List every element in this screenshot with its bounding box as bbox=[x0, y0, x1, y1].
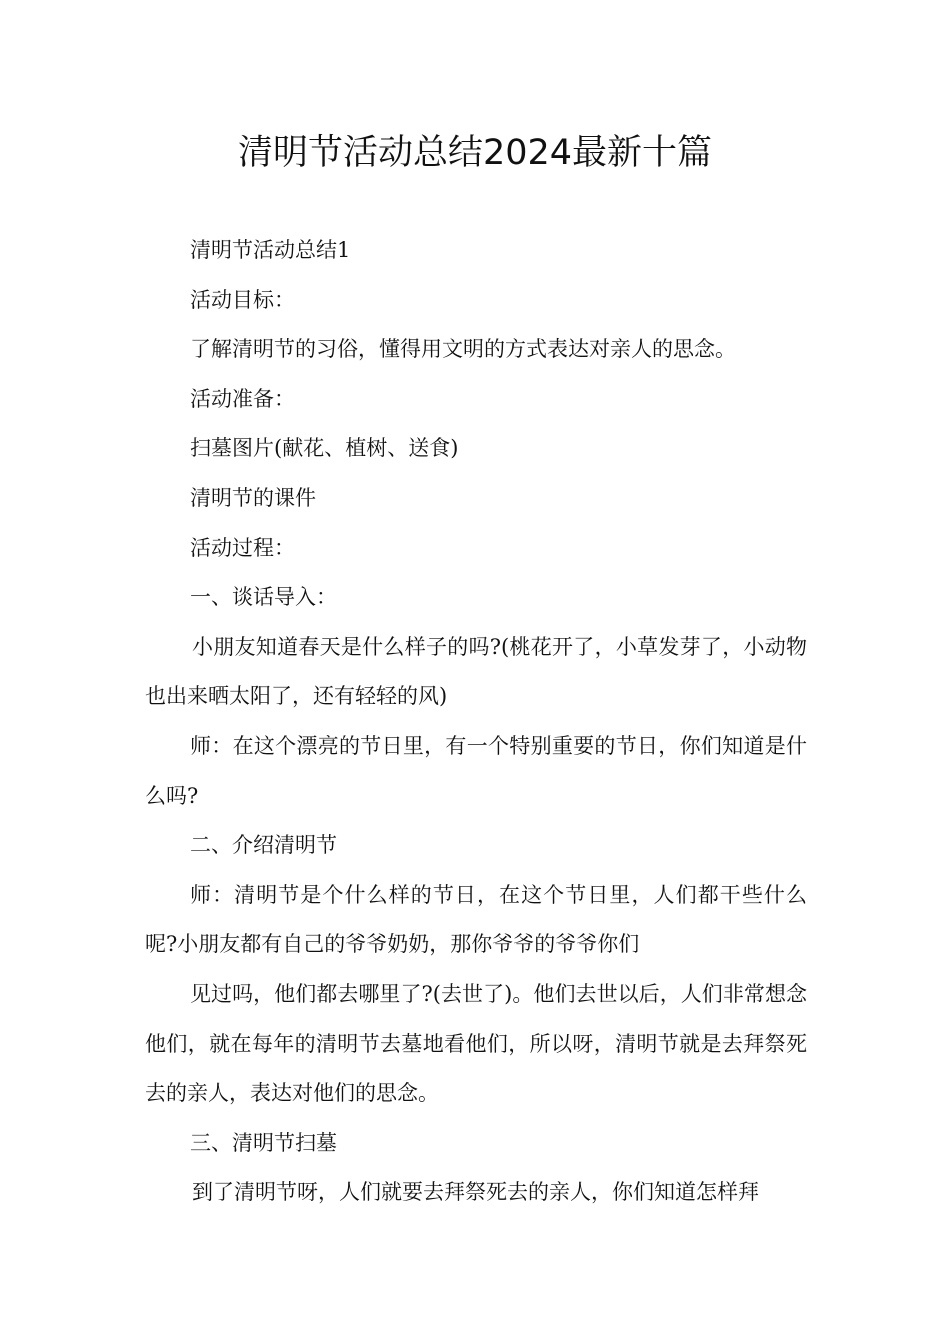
section-heading: 清明节活动总结1 bbox=[190, 238, 351, 262]
paragraph: 二、介绍清明节 bbox=[190, 833, 337, 858]
paragraph: 三、清明节扫墓 bbox=[190, 1130, 337, 1155]
document-title: 清明节活动总结2024最新十篇 bbox=[237, 133, 713, 173]
paragraph: 活动目标： bbox=[190, 287, 295, 312]
document-body bbox=[145, 226, 807, 1218]
paragraph: 师：清明节是个什么样的节日，在这个节日里，人们都干些什么呢?小朋友都有自己的爷爷奶奶，那你爷爷的爷爷你们 bbox=[145, 882, 807, 957]
paragraph: 到了清明节呀，人们就要去拜祭死去的亲人，你们知道怎样拜 bbox=[192, 1180, 759, 1205]
paragraph: 活动准备： bbox=[190, 386, 295, 411]
paragraph: 师：在这个漂亮的节日里，有一个特别重要的节日，你们知道是什么吗? bbox=[145, 733, 807, 808]
paragraph: 清明节的课件 bbox=[190, 485, 316, 510]
paragraph: 小朋友知道春天是什么样子的吗?(桃花开了，小草发芽了，小动物也出来晒太阳了，还有轻轻的风) bbox=[145, 634, 807, 709]
paragraph: 活动过程： bbox=[190, 535, 295, 560]
paragraph: 见过吗，他们都去哪里了?(去世了)。他们去世以后，人们非常想念他们，就在每年的清明节去墓地看他们，所以呀，清明节就是去拜祭死去的亲人，表达对他们的思念。 bbox=[145, 981, 807, 1106]
paragraph: 一、谈话导入： bbox=[190, 585, 337, 610]
paragraph: 了解清明节的习俗，懂得用文明的方式表达对亲人的思念。 bbox=[190, 337, 736, 362]
paragraph: 扫墓图片(献花、植树、送食) bbox=[190, 436, 459, 461]
